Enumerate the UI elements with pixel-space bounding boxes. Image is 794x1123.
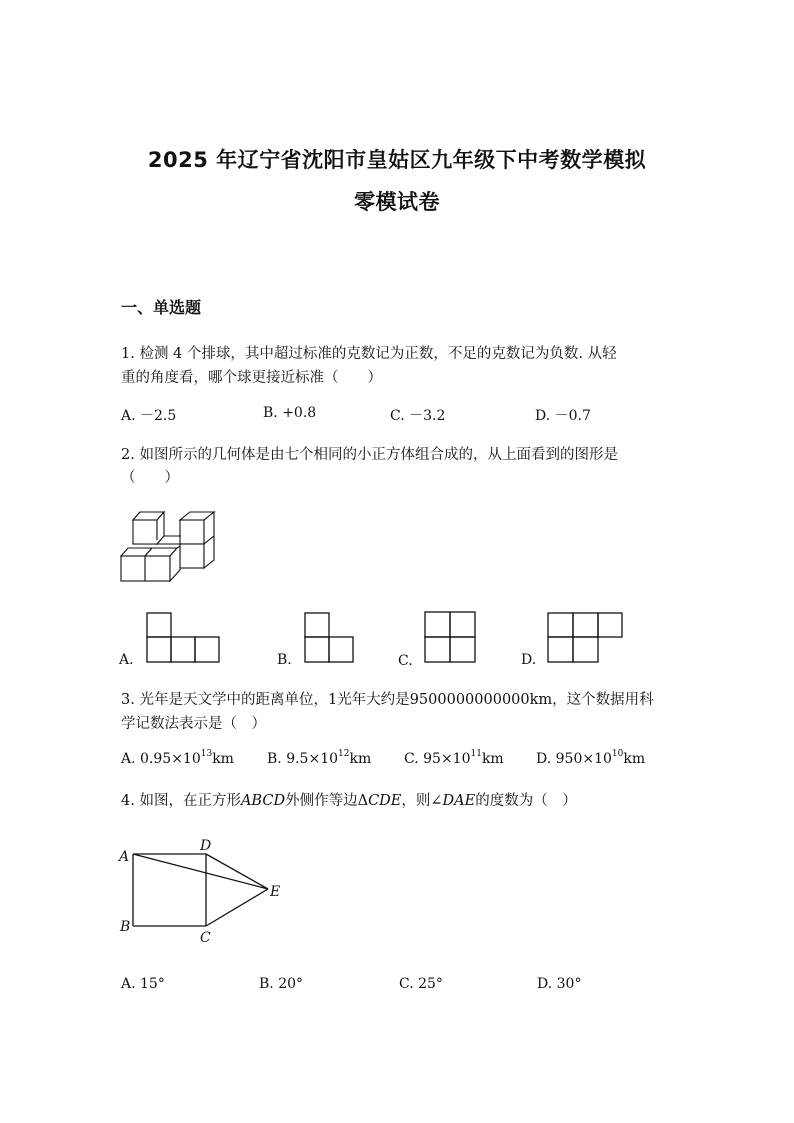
q3-option-a-exponent: 13 (200, 749, 213, 759)
q1-option-a: A. －2.5 (121, 408, 177, 424)
point-label-b: B (120, 919, 131, 935)
q3-option-d-label: D. (536, 751, 552, 767)
q4-angle-name: DAE (442, 793, 476, 809)
q3-option-d-unit: km (623, 751, 646, 767)
q4-text-post: 的度数为（ ） (475, 793, 577, 809)
q3-option-c-exponent: 11 (470, 749, 482, 759)
q4-triangle-name: CDE (368, 793, 402, 809)
q1-text-line1: 1. 检测 4 个排球，其中超过标准的克数记为正数，不足的克数记为负数. 从轻 (121, 346, 617, 362)
q3-text-a: 3. 光年是天文学中的距离单位， (121, 692, 328, 708)
q2-option-c-label: C. (398, 653, 413, 669)
point-label-a: A (119, 849, 130, 865)
q3-option-a-unit: km (212, 751, 234, 767)
q3-option-d-mantissa: 950×10 (555, 751, 612, 767)
q3-option-c-label: C. (404, 751, 419, 767)
q4-option-a: A. 15° (121, 976, 165, 992)
q1-option-b: B. +0.8 (263, 405, 317, 421)
q3-value: 9500000000000km (409, 692, 553, 708)
point-label-e: E (270, 884, 281, 900)
segment-ae (133, 854, 268, 889)
page-title-line1: 2025 年辽宁省沈阳市皇姑区九年级下中考数学模拟 (147, 148, 647, 172)
q2-text-line1: 2. 如图所示的几何体是由七个相同的小正方体组合成的，从上面看到的图形是 (121, 447, 618, 463)
point-label-d: D (200, 838, 212, 854)
q2-option-d-label: D. (521, 652, 537, 668)
q4-option-c: C. 25° (399, 976, 443, 992)
q4-angle-symbol: ∠ (430, 793, 443, 809)
page-title-line2: 零模试卷 (354, 190, 440, 214)
q3-option-b-label: B. (267, 751, 282, 767)
q3-option-b-unit: km (349, 751, 372, 767)
q4-text-pre: 4. 如图，在正方形 (121, 793, 241, 809)
q1-text-line2: 重的角度看，哪个球更接近标准（ ） (121, 370, 382, 386)
segment-ce (206, 889, 268, 926)
q4-triangle-symbol: Δ (357, 793, 369, 809)
q3-text-c: ，这个数据用科 (552, 692, 654, 708)
q3-option-a-label: A. (121, 751, 136, 767)
q4-option-b: B. 20° (259, 976, 304, 992)
q3-one: 1 (327, 692, 338, 708)
q3-option-a-mantissa: 0.95×10 (140, 751, 201, 767)
q3-option-c-mantissa: 95×10 (423, 751, 471, 767)
q2-option-b-label: B. (277, 652, 292, 668)
section-heading: 一、单选题 (121, 298, 202, 317)
q4-option-d: D. 30° (537, 976, 582, 992)
q3-option-b-exponent: 12 (338, 749, 350, 759)
point-label-c: C (200, 930, 211, 946)
q3-text-b: 光年大约是 (337, 692, 410, 708)
q3-option-c-unit: km (481, 751, 504, 767)
q3-text-line2: 学记数法表示是（ ） (121, 716, 266, 732)
q2-text-line2: （ ） (121, 470, 179, 486)
q1-option-d: D. －0.7 (535, 408, 591, 424)
q1-option-c: C. －3.2 (390, 408, 446, 424)
q3-option-b-mantissa: 9.5×10 (286, 751, 339, 767)
q2-option-a-label: A. (119, 652, 134, 668)
segment-de (206, 854, 268, 889)
q4-text-comma: ，则 (401, 793, 431, 809)
q4-square-name: ABCD (240, 793, 286, 809)
q3-option-d-exponent: 10 (611, 749, 624, 759)
q4-text-mid: 外侧作等边 (285, 793, 358, 809)
